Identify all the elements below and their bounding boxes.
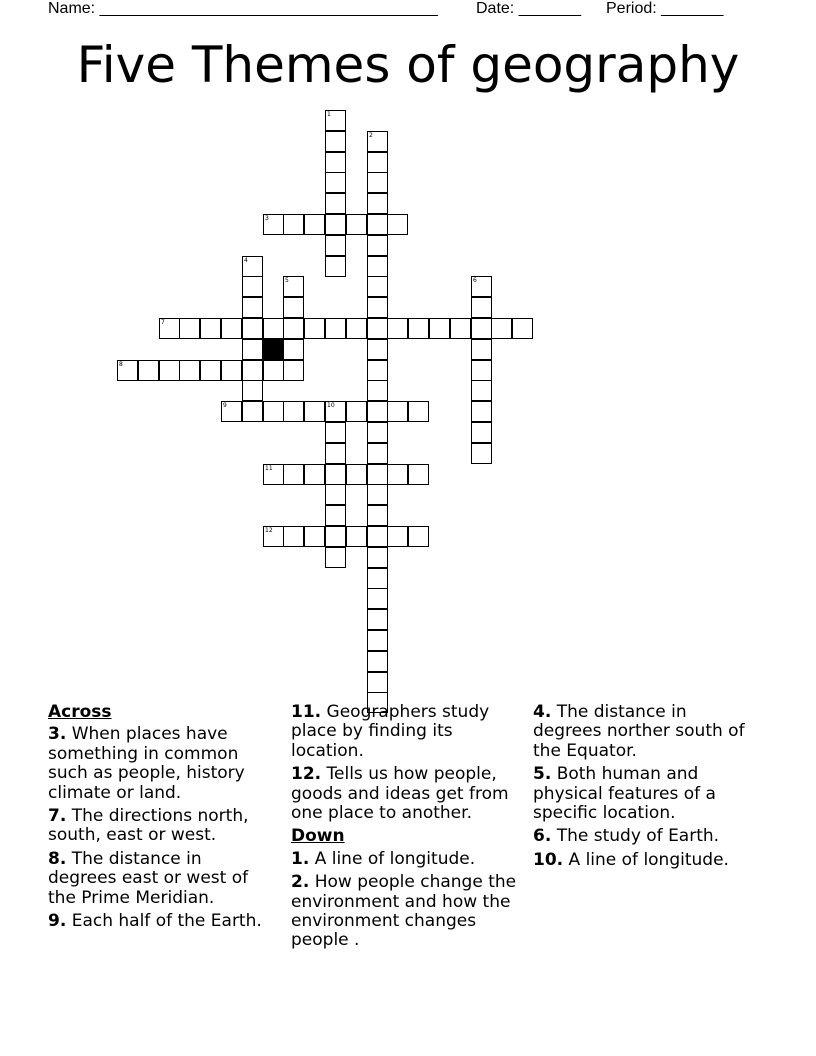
grid-cell[interactable] (242, 401, 263, 422)
clue-across-8: 8. The distance in degrees east or west of the Prime Meridian. (48, 848, 249, 908)
clues-column-1 (48, 703, 274, 935)
grid-cell[interactable] (242, 276, 263, 297)
grid-cell[interactable] (325, 526, 346, 547)
grid-cell[interactable] (221, 360, 242, 381)
grid-cell[interactable] (387, 214, 408, 235)
grid-cell[interactable] (325, 214, 346, 235)
grid-cell[interactable] (450, 318, 471, 339)
clue-number: 6 (473, 277, 477, 284)
grid-cell[interactable] (367, 547, 388, 568)
across-heading: Across (48, 702, 112, 722)
clue-number: 2 (369, 132, 373, 139)
grid-cell[interactable] (367, 380, 388, 401)
grid-cell[interactable] (367, 193, 388, 214)
clue-number: 10 (327, 402, 335, 409)
grid-cell[interactable] (283, 360, 304, 381)
down-heading: Down (291, 826, 345, 847)
grid-cell[interactable] (325, 131, 346, 152)
grid-cell[interactable] (283, 318, 304, 339)
grid-cell[interactable] (263, 401, 284, 422)
clue-across-11: 11. Geographers study place by finding its location. (291, 702, 490, 761)
clues-column-3 (533, 703, 759, 874)
grid-cell[interactable] (346, 318, 367, 339)
grid-cell[interactable] (429, 318, 450, 339)
grid-cell[interactable] (367, 401, 388, 422)
grid-cell[interactable] (159, 360, 180, 381)
grid-cell[interactable] (367, 318, 388, 339)
clue-down-4: 4. The distance in degrees norther south of the Equator. (533, 702, 745, 761)
grid-cell[interactable] (283, 464, 304, 485)
grid-cell[interactable] (242, 380, 263, 401)
grid-cell[interactable] (387, 318, 408, 339)
grid-cell[interactable] (367, 276, 388, 297)
grid-cell[interactable] (242, 297, 263, 318)
page-title: Five Themes of geography (76, 36, 740, 94)
grid-cell[interactable] (325, 172, 346, 193)
grid-cell[interactable] (283, 214, 304, 235)
grid-cell[interactable] (179, 360, 200, 381)
grid-cell[interactable] (283, 526, 304, 547)
grid-cell[interactable] (325, 443, 346, 464)
grid-cell[interactable] (325, 547, 346, 568)
grid-cell[interactable] (242, 318, 263, 339)
grid-cell[interactable] (367, 651, 388, 672)
grid-cell[interactable] (283, 276, 304, 297)
grid-cell[interactable] (304, 526, 325, 547)
grid-cell[interactable] (304, 318, 325, 339)
grid-cell[interactable] (263, 214, 284, 235)
grid-cell[interactable] (263, 318, 284, 339)
grid-cell[interactable] (367, 630, 388, 651)
grid-cell[interactable] (471, 297, 492, 318)
clue-down-1: 1. A line of longitude. (291, 848, 476, 869)
grid-cell[interactable] (325, 484, 346, 505)
grid-cell[interactable] (346, 214, 367, 235)
grid-cell[interactable] (325, 152, 346, 173)
grid-cell[interactable] (242, 360, 263, 381)
grid-cell[interactable] (242, 339, 263, 360)
clue-down-2: 2. How people change the environment and how the environment changes people . (291, 872, 517, 951)
grid-cell[interactable] (117, 360, 138, 381)
grid-cell[interactable] (325, 401, 346, 422)
grid-cell[interactable] (325, 464, 346, 485)
grid-cell[interactable] (283, 339, 304, 360)
grid-cell[interactable] (263, 360, 284, 381)
clue-number: 1 (327, 111, 331, 118)
grid-cell[interactable] (221, 318, 242, 339)
grid-cell[interactable] (325, 256, 346, 277)
clue-number: 9 (223, 402, 227, 409)
grid-cell[interactable] (346, 401, 367, 422)
grid-cell[interactable] (491, 318, 512, 339)
grid-cell[interactable] (200, 318, 221, 339)
grid-cell[interactable] (242, 256, 263, 277)
clue-down-5: 5. Both human and physical features of a specific location. (533, 764, 716, 824)
grid-cell[interactable] (325, 110, 346, 131)
clue-number: 12 (265, 527, 273, 534)
grid-cell[interactable] (325, 422, 346, 443)
grid-cell[interactable] (367, 152, 388, 173)
grid-cell[interactable] (471, 380, 492, 401)
grid-cell[interactable] (471, 443, 492, 464)
grid-cell[interactable] (367, 214, 388, 235)
grid-cell[interactable] (367, 588, 388, 609)
clue-number: 5 (285, 277, 289, 284)
period-field[interactable]: Period: _______ (606, 0, 724, 17)
grid-cell[interactable] (283, 297, 304, 318)
grid-cell[interactable] (346, 464, 367, 485)
grid-cell[interactable] (325, 193, 346, 214)
grid-cell[interactable] (367, 568, 388, 589)
grid-cell[interactable] (304, 464, 325, 485)
clues-column-2 (291, 703, 517, 955)
grid-cell[interactable] (159, 318, 180, 339)
grid-cell[interactable] (304, 214, 325, 235)
name-field[interactable]: Name: ______________________________________ (48, 0, 438, 17)
clue-across-9: 9. Each half of the Earth. (48, 911, 262, 932)
grid-cell[interactable] (471, 339, 492, 360)
grid-cell[interactable] (408, 318, 429, 339)
grid-cell[interactable] (283, 401, 304, 422)
grid-cell[interactable] (387, 526, 408, 547)
grid-cell[interactable] (367, 484, 388, 505)
grid-cell[interactable] (263, 526, 284, 547)
grid-cell[interactable] (387, 401, 408, 422)
grid-cell[interactable] (367, 526, 388, 547)
grid-cell[interactable] (325, 318, 346, 339)
grid-cell[interactable] (325, 505, 346, 526)
grid-cell[interactable] (367, 672, 388, 693)
grid-cell[interactable] (367, 131, 388, 152)
grid-cell[interactable] (200, 360, 221, 381)
grid-cell[interactable] (325, 235, 346, 256)
grid-cell[interactable] (408, 464, 429, 485)
grid-cell[interactable] (512, 318, 533, 339)
clue-number: 7 (161, 319, 165, 326)
clue-across-7: 7. The directions north, south, east or west. (48, 806, 249, 846)
clue-number: 8 (119, 361, 123, 368)
clue-down-6: 6. The study of Earth. (533, 826, 720, 847)
clue-across-3: 3. When places have something in common such as people, history climate or land. (48, 724, 245, 803)
grid-cell[interactable] (138, 360, 159, 381)
grid-cell[interactable] (367, 464, 388, 485)
grid-cell[interactable] (367, 360, 388, 381)
grid-cell[interactable] (471, 360, 492, 381)
grid-cell[interactable] (471, 318, 492, 339)
clue-number: 3 (265, 215, 269, 222)
grid-cell[interactable] (367, 443, 388, 464)
grid-cell[interactable] (367, 339, 388, 360)
grid-cell[interactable] (367, 609, 388, 630)
grid-cell[interactable] (263, 464, 284, 485)
grid-cell[interactable] (367, 235, 388, 256)
grid-cell[interactable] (387, 464, 408, 485)
grid-cell[interactable] (367, 256, 388, 277)
grid-cell[interactable] (367, 172, 388, 193)
grid-cell[interactable] (367, 422, 388, 443)
clue-number: 4 (244, 257, 248, 264)
grid-cell[interactable] (471, 422, 492, 443)
clue-across-12: 12. Tells us how people, goods and ideas get from one place to another. (291, 764, 509, 824)
grid-cell[interactable] (346, 526, 367, 547)
grid-cell[interactable] (471, 276, 492, 297)
grid-cell[interactable] (367, 505, 388, 526)
clue-down-10: 10. A line of longitude. (533, 849, 729, 870)
grid-cell[interactable] (221, 401, 242, 422)
grid-cell[interactable] (471, 401, 492, 422)
clue-number: 11 (265, 465, 273, 472)
grid-cell[interactable] (408, 526, 429, 547)
grid-cell[interactable] (367, 297, 388, 318)
grid-block (263, 339, 284, 360)
grid-cell[interactable] (179, 318, 200, 339)
date-field[interactable]: Date: _______ (476, 0, 581, 17)
grid-cell[interactable] (304, 401, 325, 422)
grid-cell[interactable] (408, 401, 429, 422)
